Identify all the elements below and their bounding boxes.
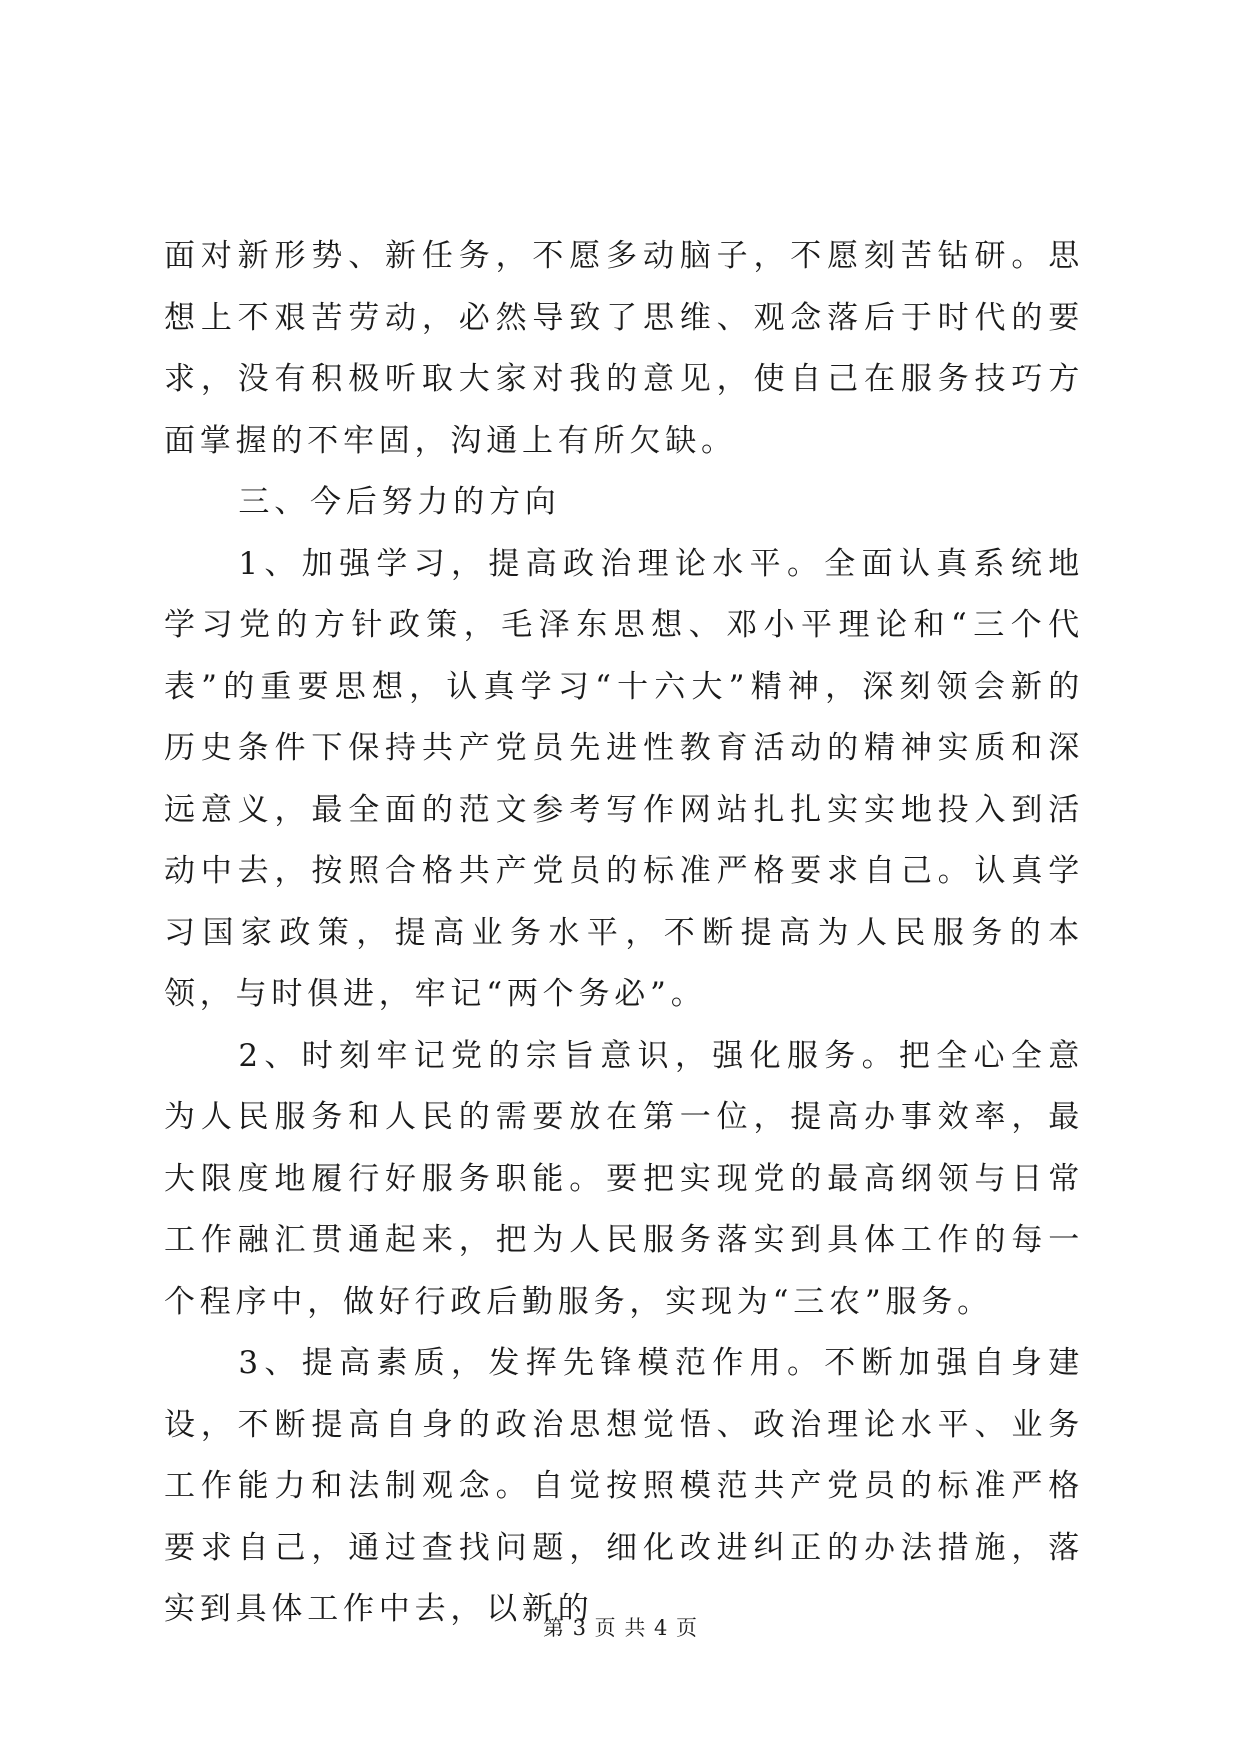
document-body: [164, 226, 1084, 1641]
page-footer: [0, 1612, 1241, 1642]
paragraph-item-1: 1、加强学习，提高政治理论水平。全面认真系统地学习党的方针政策，毛泽东思想、邓小平理论和“三个代表”的重要思想，认真学习“十六大”精神，深刻领会新的历史条件下保持共产党员先进性教育活动的精神实质和深远意义，最全面的范文参考写作网站扎扎实实地投入到活动中去，按照合格共产党员的标准严格要求自己。认真学习国家政策，提高业务水平，不断提高为人民服务的本领，与时俱进，牢记“两个务必”。: [164, 545, 1084, 1012]
section-heading: 三、今后努力的方向: [238, 484, 561, 520]
page-number-label: 第 3 页 共 4 页: [542, 1616, 699, 1640]
paragraph-item-3: 3、提高素质，发挥先锋模范作用。不断加强自身建设，不断提高自身的政治思想觉悟、政治理论水平、业务工作能力和法制观念。自觉按照模范共产党员的标准严格要求自己，通过查找问题，细化改进纠正的办法措施，落实到具体工作中去，以新的: [164, 1345, 1084, 1627]
paragraph-item-2: 2、时刻牢记党的宗旨意识，强化服务。把全心全意为人民服务和人民的需要放在第一位，提高办事效率，最大限度地履行好服务职能。要把实现党的最高纲领与日常工作融汇贯通起来，把为人民服务落实到具体工作的每一个程序中，做好行政后勤服务，实现为“三农”服务。: [164, 1037, 1084, 1320]
paragraph-continued: 面对新形势、新任务，不愿多动脑子，不愿刻苦钻研。思想上不艰苦劳动，必然导致了思维、观念落后于时代的要求，没有积极听取大家对我的意见，使自己在服务技巧方面掌握的不牢固，沟通上有所欠缺。: [164, 238, 1084, 459]
